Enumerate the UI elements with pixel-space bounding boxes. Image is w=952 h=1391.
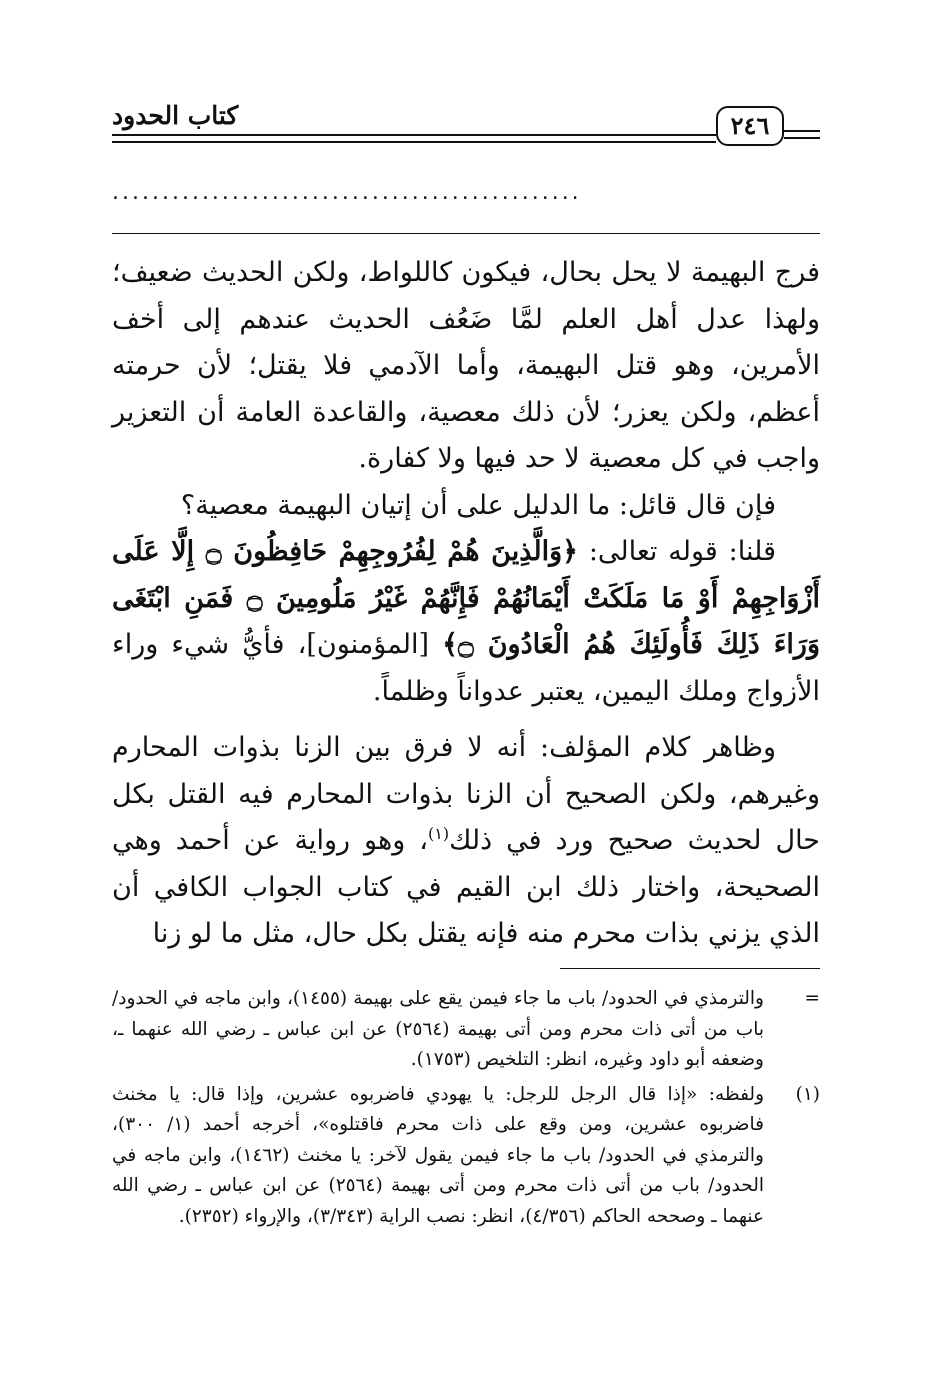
- footnote-text: ولفظه: «إذا قال الرجل للرجل: يا يهودي فاضربوه عشرين، وإذا قال: يا مخنث فاضربوه عشرين، ومن وقع على ذات محرم فاقتلوه»، أخرجه أحمد (١/ ٣٠٠)، والترمذي في الحدود/ باب ما جاء فيمن يقول لآخر: يا مخنث (١٤٦٢)، وابن ماجه في الحدود/ باب من أتى ذات محرم ومن أتى بهيمة (٢٥٦٤) عن ابن عباس ـ رضي الله عنهما ـ وصححه الحاكم (٤/٣٥٦)، انظر: نصب الراية (٣/٣٤٣)، والإرواء (٢٣٥٢).: [112, 1083, 764, 1227]
- footnote-reference[interactable]: (١): [428, 824, 450, 843]
- paragraph-intro: قلنا: قوله تعالى:: [577, 536, 776, 567]
- omission-dots: ...............................................: [112, 180, 582, 204]
- header-rule-bottom: [112, 141, 716, 143]
- footnote: [112, 1080, 820, 1233]
- paragraph: فرج البهيمة لا يحل بحال، فيكون كاللواط، ولكن الحديث ضعيف؛ ولهذا عدل أهل العلم لمَّا ضَعُف الحديث عندهم إلى أخف الأمرين، وهو قتل البهيمة، وأما الآدمي فلا يقتل؛ لأن حرمته أعظم، ولكن يعزر؛ لأن ذلك معصية، والقاعدة العامة أن التعزير واجب في كل معصية لا حد فيها ولا كفارة.: [112, 257, 820, 474]
- footnote-mark: =: [804, 988, 820, 1009]
- quran-verse: ﴿وَالَّذِينَ هُمْ لِفُرُوجِهِمْ حَافِظُونَ ۝ إِلَّا عَلَى أَزْوَاجِهِمْ أَوْ مَا مَلَكَتْ أَيْمَانُهُمْ فَإِنَّهُمْ غَيْرُ مَلُومِينَ ۝ فَمَنِ ابْتَغَى وَرَاءَ ذَلِكَ فَأُولَئِكَ هُمُ الْعَادُونَ ۝﴾: [112, 536, 821, 660]
- paragraph-text: وظاهر كلام المؤلف: أنه لا فرق بين الزنا بذوات المحارم وغيرهم، ولكن الصحيح أن الزنا بذوات المحارم فيه القتل بكل حال لحديث صحيح ورد في ذلك: [112, 732, 820, 856]
- footnote-text: والترمذي في الحدود/ باب ما جاء فيمن يقع على بهيمة (١٤٥٥)، وابن ماجه في الحدود/ باب من أتى ذات محرم ومن أتى بهيمة (٢٥٦٤) عن ابن عباس ـ رضي الله عنهما ـ، وضعفه أبو داود وغيره، انظر: التلخيص (١٧٥٣).: [112, 988, 764, 1070]
- paragraph-continuation: [المؤمنون]، فأيُّ شيء وراء الأزواج وملك اليمين، يعتبر عدواناً وظلماً.: [112, 629, 820, 707]
- header-rule-right-bottom: [784, 137, 820, 139]
- content-separator: [112, 233, 820, 234]
- footnote-separator: [560, 968, 820, 969]
- footnote: [112, 984, 820, 1076]
- running-header-title: كتاب الحدود: [112, 101, 239, 130]
- header-rule-right-top: [784, 130, 820, 132]
- footnote-mark: (١): [795, 1083, 820, 1105]
- paragraph: [112, 529, 820, 715]
- header-rule-top: [112, 134, 716, 136]
- footnotes: [112, 984, 820, 1236]
- page-number: ٢٤٦: [716, 106, 784, 146]
- paragraph: فإن قال قائل: ما الدليل على أن إتيان البهيمة معصية؟: [180, 489, 776, 521]
- paragraph-text-continued: ، وهو رواية عن أحمد وهي الصحيحة، واختار ذلك ابن القيم في كتاب الجواب الكافي أن الذي يزني بذات محرم منه فإنه يقتل بكل حال، مثل ما لو زنا: [112, 825, 820, 949]
- paragraph: [112, 725, 820, 958]
- main-text: [112, 250, 820, 958]
